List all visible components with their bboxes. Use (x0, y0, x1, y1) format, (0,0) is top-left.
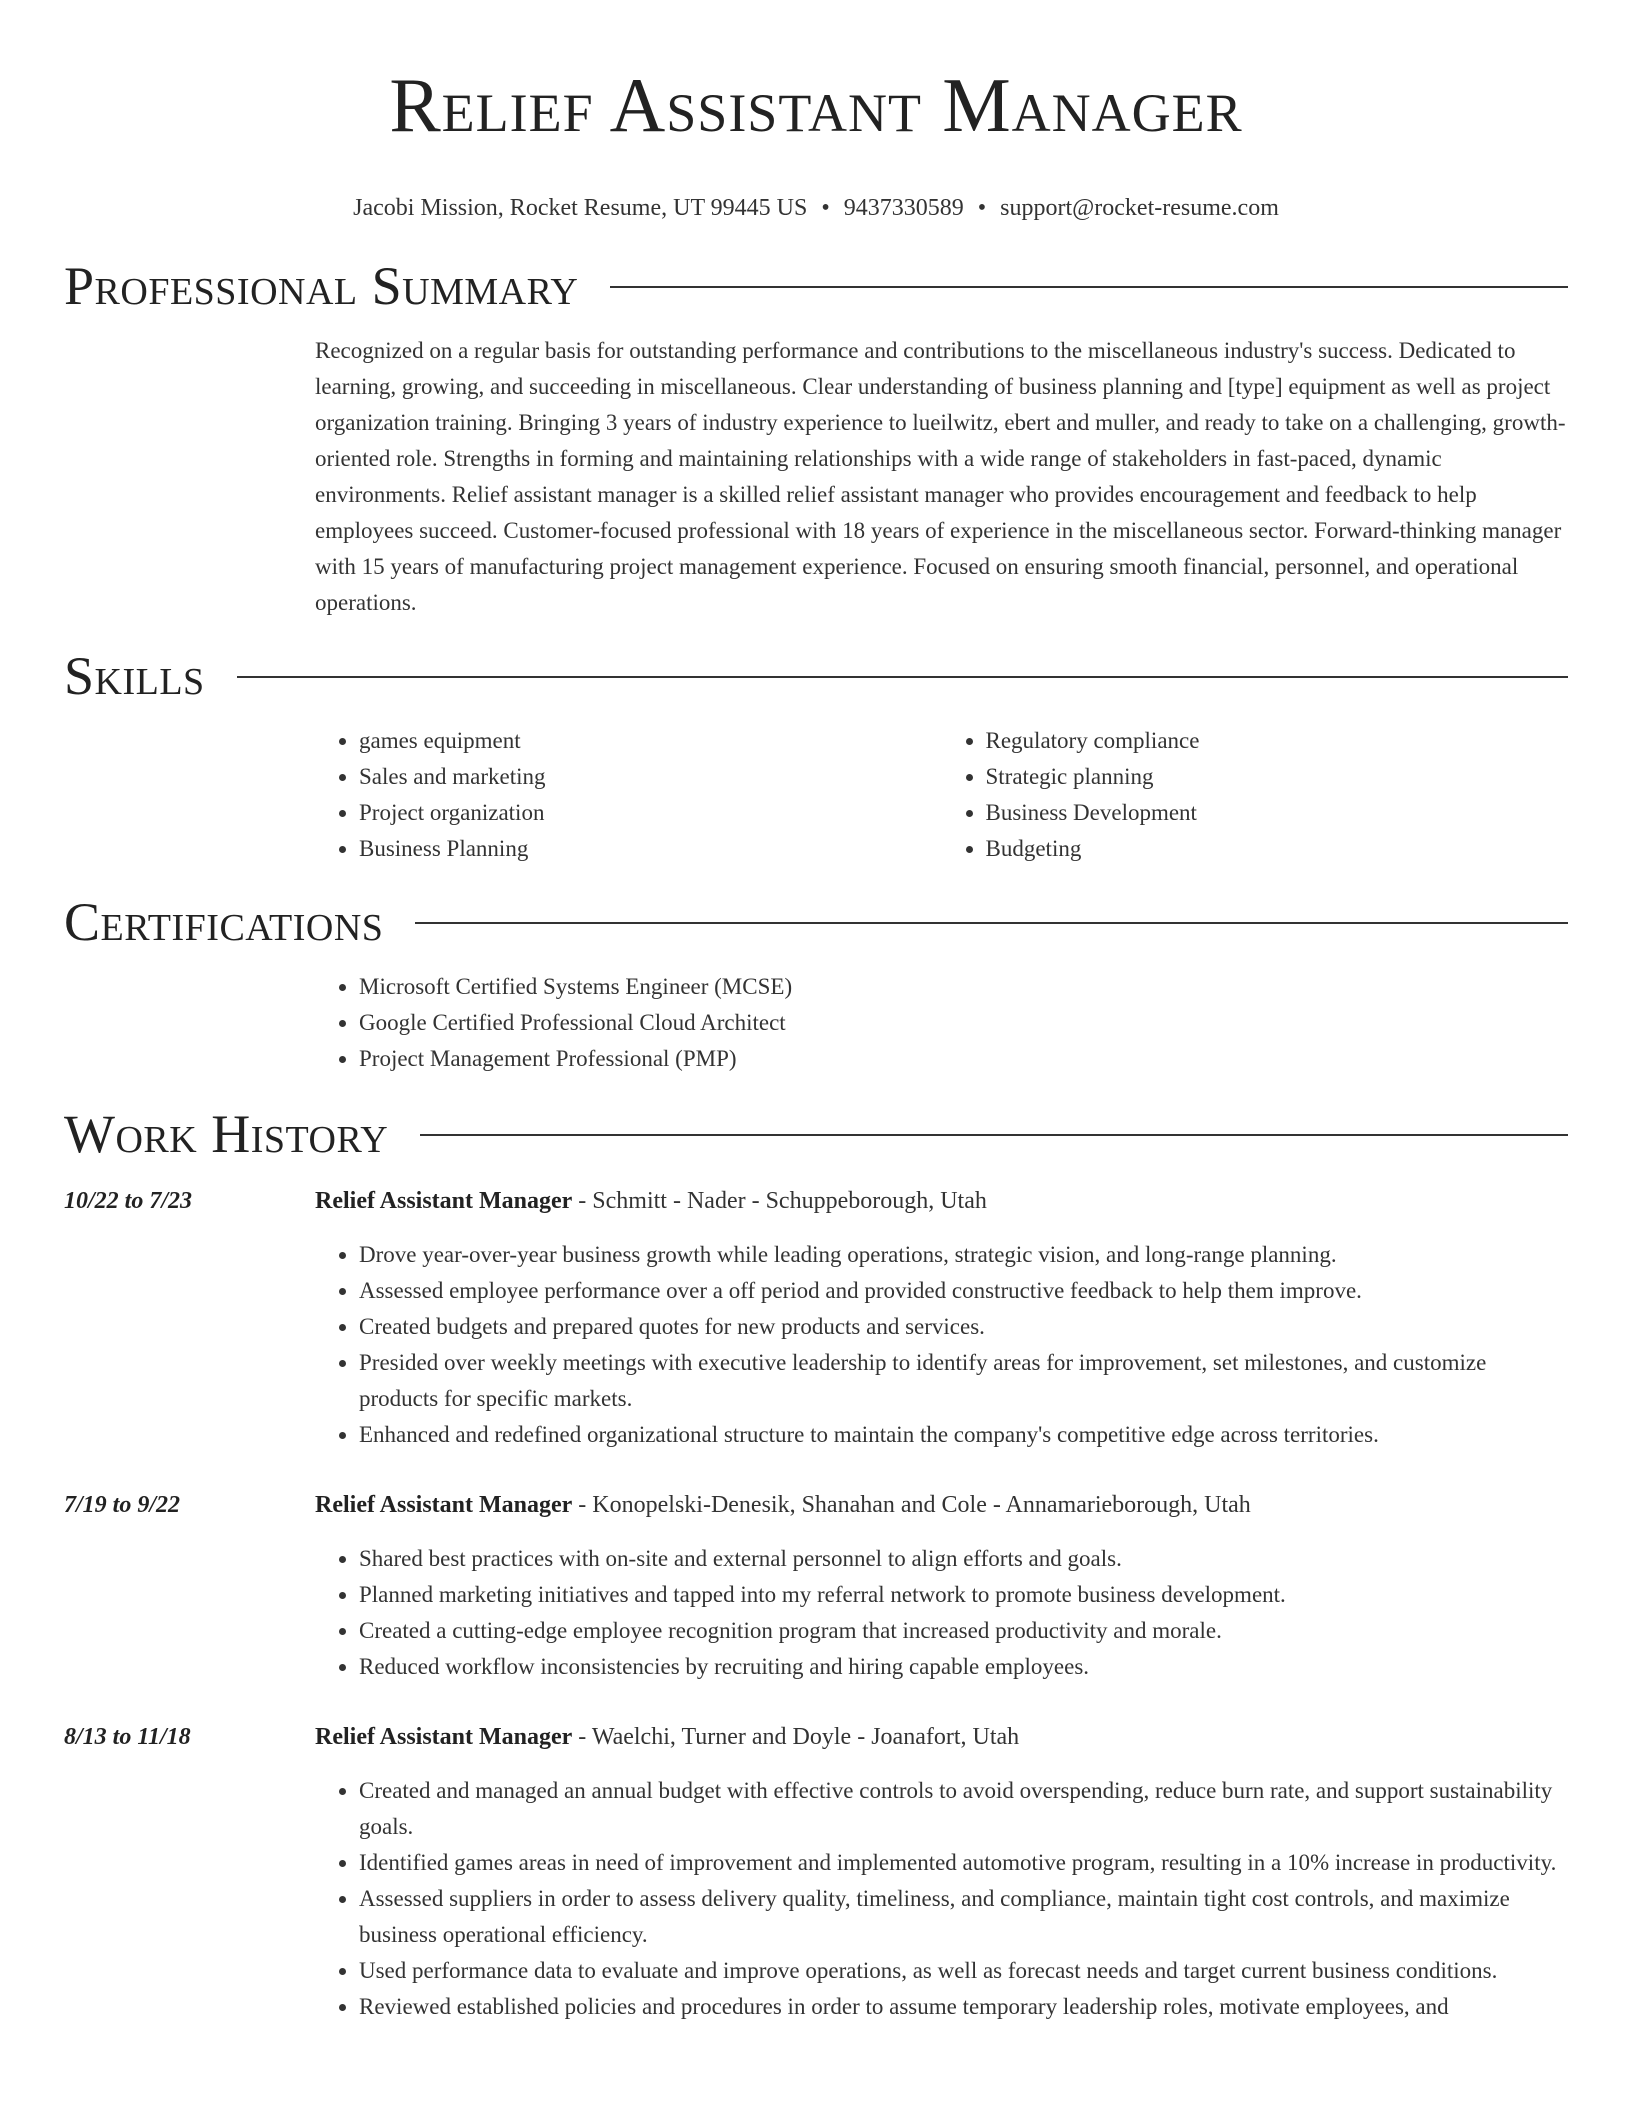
contact-line (64, 193, 1568, 223)
job-employer: - Waelchi, Turner and Doyle - Joanafort, Utah (572, 1724, 1020, 1750)
certifications-section-header (64, 889, 1568, 955)
job-bullet: • Created and managed an annual budget with effective controls to avoid overspending, reduce burn rate, and support sustainability goals. (359, 1773, 1568, 1845)
certification-item: • Google Certified Professional Cloud Architect (359, 1005, 1568, 1041)
resume-name: Relief Assistant Manager (389, 62, 1243, 148)
job-bullet: • Presided over weekly meetings with executive leadership to identify areas for improvement, set milestones, and customize products for specific markets. (359, 1345, 1568, 1417)
skills-section-header (64, 643, 1568, 709)
skill-item: • Business Development (986, 795, 1569, 831)
skills-column-left (315, 723, 942, 867)
job-bullet: • Identified games areas in need of improvement and implemented automotive program, resulting in a 10% increase in productivity. (359, 1845, 1568, 1881)
skill-item: • Strategic planning (986, 759, 1569, 795)
skill-item: • Business Planning (359, 831, 942, 867)
job-title-line (315, 1487, 1568, 1523)
skills-list (315, 723, 1568, 867)
summary-section-header (64, 253, 1568, 319)
section-divider (420, 1134, 1568, 1136)
job-content (315, 1183, 1568, 1453)
job-title-line (315, 1719, 1568, 1755)
skill-item: • Budgeting (986, 831, 1569, 867)
contact-separator: • (977, 195, 987, 221)
resume-page (64, 0, 1568, 2025)
job-entry (64, 1183, 1568, 1453)
job-dates: 8/13 to 11/18 (64, 1724, 191, 1750)
contact-address: Jacobi Mission, Rocket Resume, UT 99445 US (353, 195, 808, 221)
section-divider (237, 676, 1568, 678)
job-bullets (315, 1773, 1568, 2025)
job-bullets (315, 1541, 1568, 1685)
skill-item: • games equipment (359, 723, 942, 759)
job-bullet: • Used performance data to evaluate and improve operations, as well as forecast needs and target current business conditions. (359, 1953, 1568, 1989)
job-title: Relief Assistant Manager (315, 1724, 573, 1750)
skill-item: • Sales and marketing (359, 759, 942, 795)
section-divider (415, 922, 1568, 924)
job-title-line (315, 1183, 1568, 1219)
contact-phone: 9437330589 (843, 195, 964, 221)
job-dates: 7/19 to 9/22 (64, 1492, 181, 1518)
job-bullet: • Shared best practices with on-site and external personnel to align efforts and goals. (359, 1541, 1568, 1577)
job-bullet: • Drove year-over-year business growth while leading operations, strategic vision, and long-range planning. (359, 1237, 1568, 1273)
job-bullet: • Enhanced and redefined organizational structure to maintain the company's competitive edge across territories. (359, 1417, 1568, 1453)
skill-item: • Regulatory compliance (986, 723, 1569, 759)
summary-heading: Professional Summary (64, 256, 579, 316)
job-title: Relief Assistant Manager (315, 1188, 573, 1214)
certifications-heading: Certifications (64, 892, 384, 952)
job-content (315, 1719, 1568, 2025)
job-content (315, 1487, 1568, 1685)
job-bullet: • Created budgets and prepared quotes for new products and services. (359, 1309, 1568, 1345)
certification-item: • Microsoft Certified Systems Engineer (MCSE) (359, 969, 1568, 1005)
job-bullet: • Assessed employee performance over a off period and provided constructive feedback to help them improve. (359, 1273, 1568, 1309)
job-bullets (315, 1237, 1568, 1453)
job-bullet: • Assessed suppliers in order to assess delivery quality, timeliness, and compliance, maintain tight cost controls, and maximize business operational efficiency. (359, 1881, 1568, 1953)
job-bullet: • Created a cutting-edge employee recognition program that increased productivity and morale. (359, 1613, 1568, 1649)
work-section-header (64, 1101, 1568, 1167)
contact-email: support@rocket-resume.com (1000, 195, 1279, 221)
work-heading: Work History (64, 1104, 389, 1164)
job-employer: - Konopelski-Denesik, Shanahan and Cole - Annamarieborough, Utah (572, 1492, 1251, 1518)
job-bullet: • Planned marketing initiatives and tapped into my referral network to promote business development. (359, 1577, 1568, 1613)
skill-item: • Project organization (359, 795, 942, 831)
certifications-list (315, 969, 1568, 1077)
job-title: Relief Assistant Manager (315, 1492, 573, 1518)
certification-item: • Project Management Professional (PMP) (359, 1041, 1568, 1077)
job-entry (64, 1487, 1568, 1685)
job-dates: 10/22 to 7/23 (64, 1188, 193, 1214)
job-bullet: • Reduced workflow inconsistencies by recruiting and hiring capable employees. (359, 1649, 1568, 1685)
skills-column-right (942, 723, 1569, 867)
job-bullet: • Reviewed established policies and procedures in order to assume temporary leadership roles, motivate employees, and (359, 1989, 1568, 2025)
skills-heading: Skills (64, 646, 205, 706)
section-divider (610, 286, 1568, 288)
contact-separator: • (821, 195, 830, 221)
job-employer: - Schmitt - Nader - Schuppeborough, Utah (572, 1188, 987, 1214)
summary-text: Recognized on a regular basis for outstanding performance and contributions to the miscellaneous industry's success. Dedicated to learning, growing, and succeeding in miscellaneous. Clear understanding of business planning and [type] equipment as well as project organization training. Bringing 3 years of industry experience to lueilwitz, ebert and muller, and ready to take on a challenging, growth-oriented role. Strengths in forming and maintaining relationships with a wide range of stakeholders in fast-paced, dynamic environments. Relief assistant manager is a skilled relief assistant manager who provides encouragement and feedback to help employees succeed. Customer-focused professional with 18 years of experience in the miscellaneous sector. Forward-thinking manager with 15 years of manufacturing project management experience. Focused on ensuring smooth financial, personnel, and operational operations. (315, 338, 1566, 615)
job-entry (64, 1719, 1568, 2025)
